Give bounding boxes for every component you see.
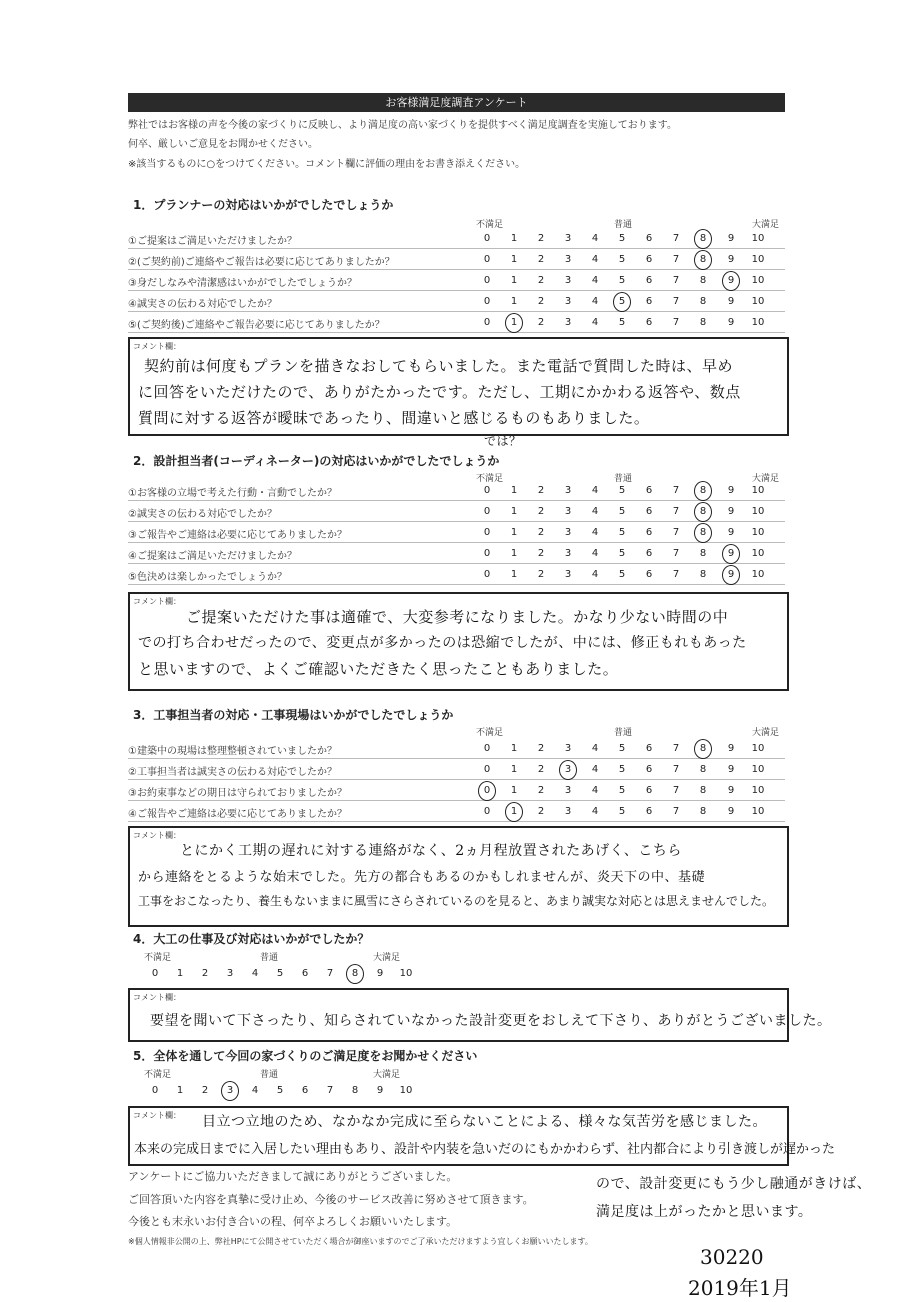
scale-mid-label: 普通 bbox=[260, 953, 279, 963]
rating-option-6[interactable]: 6 bbox=[645, 317, 653, 328]
rating-option-1[interactable]: 1 bbox=[510, 764, 518, 775]
section-5-comment-box[interactable] bbox=[128, 1106, 835, 1166]
question-label: ③ご報告やご連絡は必要に応じてありましたか？ bbox=[128, 530, 347, 541]
rating-option-0[interactable]: 0 bbox=[483, 275, 491, 286]
rating-option-2[interactable]: 2 bbox=[537, 296, 545, 307]
rating-option-10[interactable]: 10 bbox=[751, 254, 765, 265]
rating-option-4[interactable]: 4 bbox=[591, 764, 599, 775]
stamp-date: 2019年1月 bbox=[688, 1276, 792, 1300]
comment-line: 本来の完成日までに入居したい理由もあり、設計や内装を急いだのにもかかわらず、社内都合により引き渡しが遅かった bbox=[134, 1142, 835, 1157]
rating-option-8[interactable]: 8 bbox=[699, 743, 707, 754]
question-label: ②工事担当者は誠実さの伝わる対応でしたか？ bbox=[128, 767, 337, 778]
rating-option-2[interactable]: 2 bbox=[537, 506, 545, 517]
rating-option-5[interactable]: 5 bbox=[276, 1085, 284, 1096]
rating-option-3[interactable]: 3 bbox=[226, 968, 234, 979]
rating-option-2[interactable]: 2 bbox=[537, 275, 545, 286]
rating-option-8[interactable]: 8 bbox=[699, 296, 707, 307]
rating-option-5[interactable]: 5 bbox=[618, 569, 626, 580]
rating-option-2[interactable]: 2 bbox=[537, 233, 545, 244]
footer-line-2: ご回答頂いた内容を真摯に受け止め、今後のサービス改善に努めさせて頂きます。 bbox=[128, 1193, 534, 1206]
section-1-comment-box[interactable] bbox=[128, 337, 789, 436]
scale-low-label: 不満足 bbox=[144, 953, 172, 963]
question-label: ②誠実さの伝わる対応でしたか？ bbox=[128, 509, 277, 520]
rating-option-4[interactable]: 4 bbox=[591, 254, 599, 265]
rating-option-4[interactable]: 4 bbox=[591, 806, 599, 817]
scale-low-label: 不満足 bbox=[476, 474, 504, 484]
rating-option-9[interactable]: 9 bbox=[376, 968, 384, 979]
footnote: ※個人情報非公開の上、弊社HPにて公開させていただく場合が御座いますのでご了承いただけますよう宜しくお願いいたします。 bbox=[128, 1237, 593, 1246]
rating-option-4[interactable]: 4 bbox=[591, 317, 599, 328]
comment-line: と思いますので、よくご確認いただきたく思ったこともありました。 bbox=[138, 660, 619, 678]
selected-rating-circle bbox=[694, 502, 712, 522]
rating-option-0[interactable]: 0 bbox=[483, 317, 491, 328]
rating-option-1[interactable]: 1 bbox=[510, 506, 518, 517]
rating-option-4[interactable]: 4 bbox=[251, 1085, 259, 1096]
rating-question bbox=[128, 759, 785, 780]
section-3-comment-box[interactable] bbox=[128, 826, 789, 927]
rating-option-0[interactable]: 0 bbox=[483, 233, 491, 244]
selected-rating-circle bbox=[346, 964, 364, 984]
rating-option-6[interactable]: 6 bbox=[645, 764, 653, 775]
selected-rating-circle bbox=[722, 565, 740, 585]
rating-question bbox=[128, 249, 785, 270]
rating-option-3[interactable]: 3 bbox=[564, 275, 572, 286]
rating-option-3[interactable]: 3 bbox=[226, 1085, 234, 1096]
rating-option-0[interactable]: 0 bbox=[483, 785, 491, 796]
rating-option-6[interactable]: 6 bbox=[645, 506, 653, 517]
rating-option-4[interactable]: 4 bbox=[591, 743, 599, 754]
rating-option-6[interactable]: 6 bbox=[645, 548, 653, 559]
rating-option-5[interactable]: 5 bbox=[618, 506, 626, 517]
question-label: ②(ご契約前)ご連絡やご報告は必要に応じてありましたか？ bbox=[128, 257, 395, 268]
question-label: ④ご報告やご連絡は必要に応じてありましたか？ bbox=[128, 809, 347, 820]
section-2-title: 2．設計担当者(コーディネーター)の対応はいかがでしたでしょうか bbox=[133, 454, 500, 468]
comment-label: コメント欄： bbox=[133, 342, 181, 351]
rating-option-9[interactable]: 9 bbox=[727, 506, 735, 517]
rating-option-4[interactable]: 4 bbox=[591, 296, 599, 307]
section-1-title: 1．プランナーの対応はいかがでしたでしょうか bbox=[133, 198, 394, 212]
comment-line: 目立つ立地のため、なかなか完成に至らないことによる、様々な気苦労を感じました。 bbox=[202, 1114, 767, 1130]
rating-option-5[interactable]: 5 bbox=[618, 233, 626, 244]
rating-option-2[interactable]: 2 bbox=[201, 1085, 209, 1096]
rating-option-4[interactable]: 4 bbox=[591, 527, 599, 538]
rating-option-5[interactable]: 5 bbox=[618, 548, 626, 559]
rating-option-2[interactable]: 2 bbox=[537, 527, 545, 538]
rating-option-10[interactable]: 10 bbox=[751, 569, 765, 580]
scale-low-label: 不満足 bbox=[476, 728, 504, 738]
rating-option-10[interactable]: 10 bbox=[751, 806, 765, 817]
rating-option-1[interactable]: 1 bbox=[510, 254, 518, 265]
rating-option-7[interactable]: 7 bbox=[672, 527, 680, 538]
rating-question bbox=[128, 522, 785, 543]
selected-rating-circle bbox=[505, 802, 523, 822]
rating-option-0[interactable]: 0 bbox=[483, 296, 491, 307]
comment-label: コメント欄： bbox=[133, 831, 181, 840]
rating-option-10[interactable]: 10 bbox=[751, 506, 765, 517]
rating-option-6[interactable]: 6 bbox=[301, 1085, 309, 1096]
rating-question bbox=[128, 564, 785, 585]
survey-title: お客様満足度調査アンケート bbox=[128, 93, 785, 112]
rating-option-2[interactable]: 2 bbox=[537, 806, 545, 817]
rating-option-3[interactable]: 3 bbox=[564, 569, 572, 580]
rating-option-6[interactable]: 6 bbox=[645, 233, 653, 244]
question-label: ③身だしなみや清潔感はいかがでしたでしょうか？ bbox=[128, 278, 357, 289]
rating-option-3[interactable]: 3 bbox=[564, 764, 572, 775]
selected-rating-circle bbox=[221, 1081, 239, 1101]
rating-question bbox=[128, 801, 785, 822]
rating-option-10[interactable]: 10 bbox=[751, 485, 765, 496]
question-label: ①建築中の現場は整理整頓されていましたか？ bbox=[128, 746, 337, 757]
rating-option-0[interactable]: 0 bbox=[483, 254, 491, 265]
intro-line-3: ※該当するものに○をつけてください。コメント欄に評価の理由をお書き添えください。 bbox=[128, 159, 526, 170]
rating-option-2[interactable]: 2 bbox=[201, 968, 209, 979]
rating-option-10[interactable]: 10 bbox=[751, 548, 765, 559]
selected-rating-circle bbox=[478, 781, 496, 801]
rating-option-3[interactable]: 3 bbox=[564, 548, 572, 559]
rating-option-9[interactable]: 9 bbox=[727, 233, 735, 244]
rating-option-5[interactable]: 5 bbox=[618, 806, 626, 817]
selected-rating-circle bbox=[694, 523, 712, 543]
rating-option-8[interactable]: 8 bbox=[699, 548, 707, 559]
rating-option-9[interactable]: 9 bbox=[727, 485, 735, 496]
rating-question bbox=[128, 228, 785, 249]
rating-option-5[interactable]: 5 bbox=[618, 254, 626, 265]
selected-rating-circle bbox=[559, 760, 577, 780]
rating-option-10[interactable]: 10 bbox=[751, 785, 765, 796]
selected-rating-circle bbox=[505, 313, 523, 333]
question-label: ⑤色決めは楽しかったでしょうか？ bbox=[128, 572, 287, 583]
rating-option-3[interactable]: 3 bbox=[564, 527, 572, 538]
scale-low-label: 不満足 bbox=[476, 220, 504, 230]
rating-option-5[interactable]: 5 bbox=[618, 743, 626, 754]
rating-option-10[interactable]: 10 bbox=[751, 743, 765, 754]
scale-mid-label: 普通 bbox=[614, 728, 633, 738]
rating-option-9[interactable]: 9 bbox=[727, 569, 735, 580]
rating-option-8[interactable]: 8 bbox=[699, 806, 707, 817]
comment-label: コメント欄： bbox=[133, 1111, 181, 1120]
rating-option-8[interactable]: 8 bbox=[699, 527, 707, 538]
rating-option-5[interactable]: 5 bbox=[618, 527, 626, 538]
rating-option-3[interactable]: 3 bbox=[564, 296, 572, 307]
rating-option-3[interactable]: 3 bbox=[564, 743, 572, 754]
rating-question bbox=[128, 543, 785, 564]
rating-option-4[interactable]: 4 bbox=[591, 233, 599, 244]
section-5-title: 5．全体を通して今回の家づくりのご満足度をお聞かせください bbox=[133, 1049, 478, 1063]
rating-option-0[interactable]: 0 bbox=[151, 968, 159, 979]
comment-line: から連絡をとるような始末でした。先方の都合もあるのかもしれませんが、炎天下の中、基礎 bbox=[138, 870, 706, 885]
selected-rating-circle bbox=[694, 739, 712, 759]
rating-option-2[interactable]: 2 bbox=[537, 569, 545, 580]
rating-option-9[interactable]: 9 bbox=[727, 275, 735, 286]
section-2-comment-box[interactable] bbox=[128, 592, 789, 691]
rating-option-1[interactable]: 1 bbox=[510, 806, 518, 817]
rating-option-3[interactable]: 3 bbox=[564, 317, 572, 328]
rating-option-6[interactable]: 6 bbox=[645, 485, 653, 496]
rating-option-0[interactable]: 0 bbox=[483, 506, 491, 517]
rating-option-6[interactable]: 6 bbox=[301, 968, 309, 979]
question-label: ①お客様の立場で考えた行動・言動でしたか？ bbox=[128, 488, 337, 499]
rating-option-6[interactable]: 6 bbox=[645, 785, 653, 796]
rating-question bbox=[128, 291, 785, 312]
section-4-title: 4．大工の仕事及び対応はいかがでしたか？ bbox=[133, 932, 370, 946]
selected-rating-circle bbox=[722, 544, 740, 564]
comment-label: コメント欄： bbox=[133, 597, 181, 606]
rating-option-0[interactable]: 0 bbox=[151, 1085, 159, 1096]
rating-option-6[interactable]: 6 bbox=[645, 569, 653, 580]
rating-option-0[interactable]: 0 bbox=[483, 806, 491, 817]
rating-option-8[interactable]: 8 bbox=[699, 764, 707, 775]
rating-option-9[interactable]: 9 bbox=[727, 806, 735, 817]
rating-option-3[interactable]: 3 bbox=[564, 233, 572, 244]
stamp-code: 30220 bbox=[700, 1245, 764, 1269]
rating-option-0[interactable]: 0 bbox=[483, 548, 491, 559]
selected-rating-circle bbox=[694, 481, 712, 501]
rating-option-6[interactable]: 6 bbox=[645, 806, 653, 817]
comment-line: 要望を聞いて下さったり、知らされていなかった設計変更をおしえて下さり、ありがとうございました。 bbox=[150, 1013, 832, 1029]
rating-option-5[interactable]: 5 bbox=[618, 296, 626, 307]
rating-option-0[interactable]: 0 bbox=[483, 743, 491, 754]
rating-question bbox=[128, 738, 785, 759]
rating-option-1[interactable]: 1 bbox=[176, 1085, 184, 1096]
rating-option-7[interactable]: 7 bbox=[672, 485, 680, 496]
rating-option-2[interactable]: 2 bbox=[537, 548, 545, 559]
rating-option-1[interactable]: 1 bbox=[510, 317, 518, 328]
comment-overflow-line: 満足度は上がったかと思います。 bbox=[596, 1204, 813, 1220]
rating-option-8[interactable]: 8 bbox=[699, 254, 707, 265]
rating-option-8[interactable]: 8 bbox=[351, 968, 359, 979]
comment-overflow-line: ので、設計変更にもう少し融通がきけば、 bbox=[596, 1176, 872, 1192]
rating-option-1[interactable]: 1 bbox=[510, 485, 518, 496]
rating-option-7[interactable]: 7 bbox=[672, 743, 680, 754]
rating-option-9[interactable]: 9 bbox=[727, 296, 735, 307]
rating-option-7[interactable]: 7 bbox=[672, 506, 680, 517]
rating-option-8[interactable]: 8 bbox=[699, 785, 707, 796]
rating-option-1[interactable]: 1 bbox=[510, 233, 518, 244]
section-3-title: 3．工事担当者の対応・工事現場はいかがでしたでしょうか bbox=[133, 708, 454, 722]
rating-option-1[interactable]: 1 bbox=[510, 569, 518, 580]
rating-option-5[interactable]: 5 bbox=[618, 485, 626, 496]
selected-rating-circle bbox=[613, 292, 631, 312]
question-label: ①ご提案はご満足いただけましたか？ bbox=[128, 236, 297, 247]
rating-option-4[interactable]: 4 bbox=[591, 548, 599, 559]
question-label: ④ご提案はご満足いただけましたか？ bbox=[128, 551, 297, 562]
selected-rating-circle bbox=[722, 271, 740, 291]
intro-line-2: 何卒、厳しいご意見をお聞かせください。 bbox=[128, 139, 318, 150]
scale-high-label: 大満足 bbox=[373, 1070, 401, 1080]
rating-option-4[interactable]: 4 bbox=[251, 968, 259, 979]
scale-mid-label: 普通 bbox=[614, 220, 633, 230]
rating-option-7[interactable]: 7 bbox=[672, 785, 680, 796]
rating-option-1[interactable]: 1 bbox=[510, 548, 518, 559]
rating-option-10[interactable]: 10 bbox=[751, 317, 765, 328]
rating-option-4[interactable]: 4 bbox=[591, 485, 599, 496]
rating-option-7[interactable]: 7 bbox=[672, 296, 680, 307]
rating-option-10[interactable]: 10 bbox=[751, 764, 765, 775]
rating-option-1[interactable]: 1 bbox=[510, 275, 518, 286]
rating-option-8[interactable]: 8 bbox=[699, 506, 707, 517]
rating-option-7[interactable]: 7 bbox=[672, 548, 680, 559]
rating-option-5[interactable]: 5 bbox=[276, 968, 284, 979]
rating-option-5[interactable]: 5 bbox=[618, 317, 626, 328]
comment-line: 質問に対する返答が曖昧であったり、間違いと感じるものもありました。 bbox=[138, 409, 650, 427]
rating-question bbox=[128, 780, 785, 801]
rating-option-2[interactable]: 2 bbox=[537, 785, 545, 796]
rating-option-3[interactable]: 3 bbox=[564, 785, 572, 796]
rating-option-1[interactable]: 1 bbox=[510, 785, 518, 796]
rating-option-2[interactable]: 2 bbox=[537, 764, 545, 775]
rating-option-2[interactable]: 2 bbox=[537, 743, 545, 754]
scale-low-label: 不満足 bbox=[144, 1070, 172, 1080]
selected-rating-circle bbox=[694, 229, 712, 249]
rating-option-7[interactable]: 7 bbox=[672, 254, 680, 265]
comment-line: 契約前は何度もプランを描きなおしてもらいました。また電話で質問した時は、早め bbox=[144, 357, 734, 375]
comment-line: とにかく工期の遅れに対する連絡がなく、2ヵ月程放置されたあげく、こちら bbox=[180, 843, 682, 859]
footer-line-1: アンケートにご協力いただきまして誠にありがとうございました。 bbox=[128, 1170, 458, 1183]
rating-option-5[interactable]: 5 bbox=[618, 785, 626, 796]
selected-rating-circle bbox=[694, 250, 712, 270]
rating-option-10[interactable]: 10 bbox=[751, 296, 765, 307]
scale-high-label: 大満足 bbox=[373, 953, 401, 963]
rating-option-9[interactable]: 9 bbox=[727, 764, 735, 775]
scale-mid-label: 普通 bbox=[260, 1070, 279, 1080]
rating-option-4[interactable]: 4 bbox=[591, 275, 599, 286]
rating-option-4[interactable]: 4 bbox=[591, 569, 599, 580]
rating-option-8[interactable]: 8 bbox=[699, 485, 707, 496]
rating-option-6[interactable]: 6 bbox=[645, 254, 653, 265]
rating-option-8[interactable]: 8 bbox=[699, 317, 707, 328]
rating-option-1[interactable]: 1 bbox=[510, 743, 518, 754]
rating-option-2[interactable]: 2 bbox=[537, 254, 545, 265]
rating-option-0[interactable]: 0 bbox=[483, 764, 491, 775]
rating-option-10[interactable]: 10 bbox=[751, 527, 765, 538]
comment-line: に回答をいただけたので、ありがたかったです。ただし、工期にかかわる返答や、数点 bbox=[138, 383, 741, 401]
scale-high-label: 大満足 bbox=[752, 220, 780, 230]
rating-option-7[interactable]: 7 bbox=[672, 233, 680, 244]
rating-question bbox=[128, 270, 785, 291]
rating-option-7[interactable]: 7 bbox=[672, 569, 680, 580]
question-label: ④誠実さの伝わる対応でしたか？ bbox=[128, 299, 277, 310]
rating-option-0[interactable]: 0 bbox=[483, 569, 491, 580]
rating-option-3[interactable]: 3 bbox=[564, 806, 572, 817]
rating-option-0[interactable]: 0 bbox=[483, 527, 491, 538]
rating-option-9[interactable]: 9 bbox=[727, 254, 735, 265]
rating-option-6[interactable]: 6 bbox=[645, 275, 653, 286]
rating-option-5[interactable]: 5 bbox=[618, 275, 626, 286]
rating-option-3[interactable]: 3 bbox=[564, 485, 572, 496]
rating-option-6[interactable]: 6 bbox=[645, 743, 653, 754]
section-4-comment-box[interactable] bbox=[128, 988, 832, 1042]
rating-option-9[interactable]: 9 bbox=[727, 785, 735, 796]
scale-high-label: 大満足 bbox=[752, 728, 780, 738]
question-label: ⑤(ご契約後)ご連絡やご報告必要に応じてありましたか？ bbox=[128, 320, 385, 331]
rating-option-7[interactable]: 7 bbox=[672, 764, 680, 775]
rating-option-8[interactable]: 8 bbox=[699, 569, 707, 580]
rating-option-10[interactable]: 10 bbox=[751, 233, 765, 244]
rating-option-8[interactable]: 8 bbox=[351, 1085, 359, 1096]
rating-option-2[interactable]: 2 bbox=[537, 485, 545, 496]
rating-option-8[interactable]: 8 bbox=[699, 275, 707, 286]
rating-question bbox=[128, 501, 785, 522]
rating-option-1[interactable]: 1 bbox=[510, 296, 518, 307]
rating-option-9[interactable]: 9 bbox=[727, 317, 735, 328]
rating-option-7[interactable]: 7 bbox=[672, 275, 680, 286]
rating-option-6[interactable]: 6 bbox=[645, 527, 653, 538]
comment-line: 工事をおこなったり、養生もないままに風雪にさらされているのを見ると、あまり誠実な対応とは思えませんでした。 bbox=[138, 894, 775, 908]
intro-line-1: 弊社ではお客様の声を今後の家づくりに反映し、より満足度の高い家づくりを提供すべく満足度調査を実施しております。 bbox=[128, 120, 677, 131]
rating-option-1[interactable]: 1 bbox=[176, 968, 184, 979]
footer-line-3: 今後とも末永いお付き合いの程、何卒よろしくお願いいたします。 bbox=[128, 1215, 458, 1228]
rating-option-4[interactable]: 4 bbox=[591, 785, 599, 796]
rating-question bbox=[128, 480, 785, 501]
rating-option-4[interactable]: 4 bbox=[591, 506, 599, 517]
rating-option-10[interactable]: 10 bbox=[751, 275, 765, 286]
rating-option-5[interactable]: 5 bbox=[618, 764, 626, 775]
comment-line: ご提案いただけた事は適確で、大変参考になりました。かなり少ない時間の中 bbox=[186, 608, 729, 626]
rating-option-8[interactable]: 8 bbox=[699, 233, 707, 244]
rating-option-10[interactable]: 10 bbox=[399, 1085, 413, 1096]
rating-option-3[interactable]: 3 bbox=[564, 506, 572, 517]
rating-option-9[interactable]: 9 bbox=[727, 743, 735, 754]
comment-line: での打ち合わせだったので、変更点が多かったのは恐縮でしたが、中には、修正もれもあった bbox=[138, 635, 747, 651]
rating-option-0[interactable]: 0 bbox=[483, 485, 491, 496]
rating-option-7[interactable]: 7 bbox=[326, 1085, 334, 1096]
rating-option-9[interactable]: 9 bbox=[727, 527, 735, 538]
rating-option-3[interactable]: 3 bbox=[564, 254, 572, 265]
rating-option-6[interactable]: 6 bbox=[645, 296, 653, 307]
rating-option-9[interactable]: 9 bbox=[727, 548, 735, 559]
rating-option-7[interactable]: 7 bbox=[672, 806, 680, 817]
question-label: ③お約束事などの期日は守られておりましたか？ bbox=[128, 788, 347, 799]
comment-label: コメント欄： bbox=[133, 993, 181, 1002]
scale-high-label: 大満足 bbox=[752, 474, 780, 484]
rating-option-1[interactable]: 1 bbox=[510, 527, 518, 538]
rating-option-7[interactable]: 7 bbox=[326, 968, 334, 979]
rating-option-2[interactable]: 2 bbox=[537, 317, 545, 328]
rating-question bbox=[128, 312, 785, 333]
comment-insert: では？ bbox=[484, 434, 522, 448]
rating-option-9[interactable]: 9 bbox=[376, 1085, 384, 1096]
rating-option-10[interactable]: 10 bbox=[399, 968, 413, 979]
scale-mid-label: 普通 bbox=[614, 474, 633, 484]
rating-option-7[interactable]: 7 bbox=[672, 317, 680, 328]
